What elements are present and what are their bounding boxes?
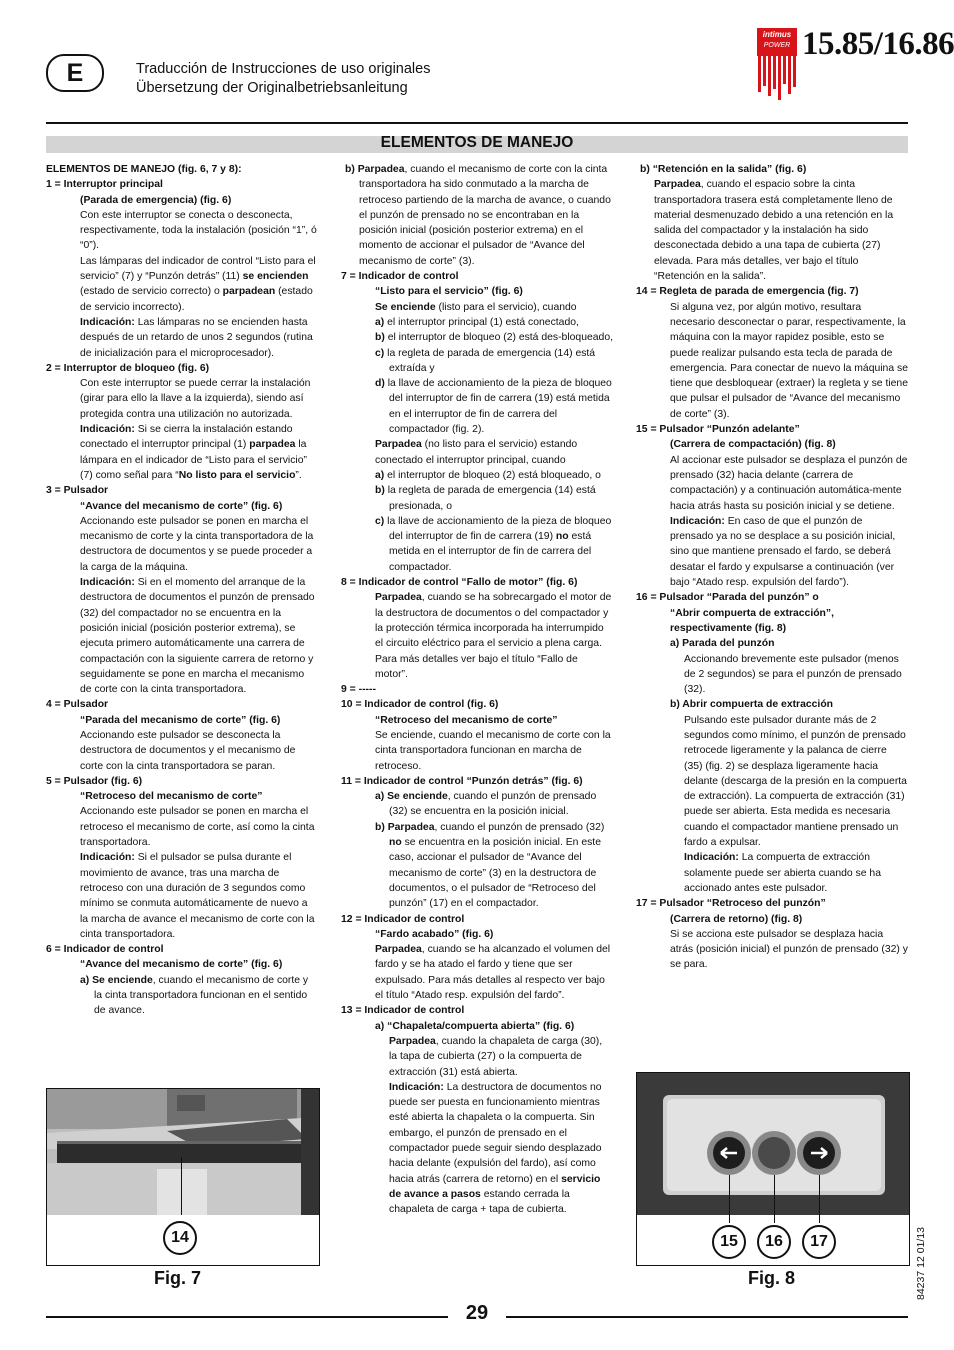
col2-paragraph: Parpadea, cuando se ha sobrecargado el motor de la destructora de documentos o del compactador y la protección térmica incorporada ha interrumpido el circuito eléctrico para el servicio a plena carga. Para más detalles ver bajo el título “Fallo de motor”. bbox=[375, 592, 612, 680]
callout-17: 17 bbox=[802, 1225, 836, 1259]
header-rule bbox=[46, 122, 908, 124]
col2-paragraph: “Fardo acabado” (fig. 6) Parpadea, cuando se ha alcanzado el volumen del fardo y se ha atado el fardo y tiene que ser expulsado. Para más detalles al respecto ver bajo el título “Atado resp. expulsión del fardo”. bbox=[375, 928, 611, 1002]
footer-rule-right bbox=[506, 1316, 908, 1318]
col2-paragraph: “Retroceso del mecanismo de corte” Se enciende, cuando el mecanismo de corte con la cinta transportadora funcionan en marcha de retroceso. bbox=[375, 714, 611, 772]
col3-paragraph: b) “Retención en la salida” (fig. 6) bbox=[640, 164, 807, 175]
col2-paragraph: c) la llave de accionamiento de la pieza de bloqueo del interruptor de fin de carrera (19) no está metida en el interruptor de fin de carrera del compactador. bbox=[375, 515, 612, 573]
figure-8-label: Fig. 8 bbox=[748, 1268, 796, 1288]
col1-paragraph: 5 = Pulsador (fig. 6) bbox=[46, 775, 143, 787]
col3-paragraph: a) Parada del punzón bbox=[670, 638, 775, 650]
callout-14: 14 bbox=[163, 1221, 197, 1255]
col2-paragraph: c) la regleta de parada de emergencia (14) está extraída y bbox=[375, 347, 596, 374]
emergency-stop-strip-illustration bbox=[47, 1089, 319, 1215]
col2-paragraph: a) el interruptor de bloqueo (2) está bloqueado, o bbox=[375, 469, 601, 481]
col3-paragraph: b) Abrir compuerta de extracción bbox=[670, 699, 834, 711]
header-title-de: Übersetzung der Originalbetriebsanleitung bbox=[136, 80, 408, 96]
col1-paragraph: 4 = Pulsador bbox=[46, 699, 109, 711]
document-reference: 84237 12 01/13 bbox=[915, 1227, 927, 1300]
col2-paragraph: Parpadea (no listo para el servicio) estando conectado el interruptor principal, cuando bbox=[375, 439, 578, 466]
figure-7-label: Fig. 7 bbox=[154, 1268, 202, 1288]
col2-paragraph: 8 = Indicador de control “Fallo de motor” (fig. 6) bbox=[341, 577, 578, 589]
col3-paragraph: Accionando brevemente este pulsador (menos de 2 segundos) se para el punzón de prensado (32). bbox=[684, 653, 902, 696]
col2-paragraph: 13 = Indicador de control bbox=[341, 1005, 465, 1017]
figure-8-photo bbox=[636, 1072, 910, 1266]
col3-paragraph: Parpadea, cuando el espacio sobre la cinta transportadora trasera está completamente lleno de material desmenuzado debido a una retención en la salida del compactador y la instalación ha sido desconectada debido a una tapa de cubierta (27) elevada. Para más detalles, ver bajo el título “Retención en la salida”. bbox=[654, 179, 894, 283]
col2-paragraph: d) la llave de accionamiento de la pieza de bloqueo del interruptor de fin de carrera (19) está metida en el interruptor de fin de carrera del compactador (fig. 2). bbox=[375, 378, 612, 436]
callout-leader-17 bbox=[819, 1175, 820, 1223]
brand-name: intimus bbox=[762, 30, 792, 39]
col1-paragraph: “Avance del mecanismo de corte” (fig. 6) bbox=[80, 959, 283, 971]
section-title: ELEMENTOS DE MANEJO bbox=[380, 134, 574, 151]
col2-paragraph: a) “Chapaleta/compuerta abierta” (fig. 6) bbox=[375, 1020, 575, 1032]
col2-paragraph: a) Se enciende, cuando el punzón de prensado (32) se encuentra en la posición inicial. bbox=[375, 791, 597, 818]
col1-paragraph: 2 = Interruptor de bloqueo (fig. 6) bbox=[46, 362, 210, 374]
col2-paragraph: a) el interruptor principal (1) está conectado, bbox=[375, 316, 579, 328]
col2-paragraph: b) Parpadea, cuando el mecanismo de corte con la cinta transportadora ha sido conmutado a la marcha de retroceso partiendo de la marcha de avance, o cuando el punzón de prensado no se encontraban en la posición inicial (posición posterior extrema) en el momento de accionar el pulsador de “Avance del mecanismo de corte” (3). bbox=[345, 164, 611, 267]
col2-paragraph: b) la regleta de parada de emergencia (14) está presionada, o bbox=[375, 485, 596, 512]
callout-leader-14 bbox=[181, 1157, 182, 1215]
logo-shred-stripes-icon bbox=[757, 56, 797, 102]
col2-paragraph: Parpadea, cuando la chapaleta de carga (30), la tapa de cubierta (27) o la compuerta de extracción (31) está abierta. Indicación: La destructora de documentos no puede ser puesta en funcionamiento mientras esté abierta la chapaleta o la compuerta. Sin embargo, el punzón de prensado en el compactador puede seguir siendo desplazado hacia delante (expulsión del fardo), así como hacia atrás (carrera de retorno) en el servicio de avance a pasos estando cerrada la chapaleta de carga + tapa de cubierta. bbox=[389, 1035, 603, 1216]
control-buttons-illustration bbox=[637, 1073, 909, 1215]
text-column-2 bbox=[341, 162, 613, 1217]
col2-paragraph: 10 = Indicador de control (fig. 6) bbox=[341, 699, 499, 711]
callout-leader-15 bbox=[729, 1175, 730, 1223]
col3-paragraph: Si alguna vez, por algún motivo, resultara necesario desconectar o parar, respectivamente, la máquina con la mayor rapidez posible, esto se puede realizar pulsando esta tecla de parada de emergencia. Para conectar de nuevo la máquina se tiene que desbloquear (extraer) la regleta y se tiene que pulsar el pulsador de “Avance del mecanismo de corte” (3). bbox=[670, 301, 908, 420]
col3-paragraph: 15 = Pulsador “Punzón adelante” bbox=[636, 424, 800, 436]
callout-16: 16 bbox=[757, 1225, 791, 1259]
col1-paragraph: 6 = Indicador de control bbox=[46, 944, 164, 956]
col3-paragraph: Pulsando este pulsador durante más de 2 segundos como mínimo, el punzón de prensado retrocede ligeramente y la palanca de cierre (35) (fig. 2) se desplaza ligeramente hacia delante (descarga de la presión en la compuerta de extracción). La compuerta de extracción (31) puede ser abierta. Esta medida es necesaria cuando el compactador mantiene prensado un fardo a expulsar. Indicación: La compuerta de extracción solamente puede ser abierta cuando se ha accionado antes este pulsador. bbox=[684, 714, 907, 894]
col3-paragraph: (Carrera de compactación) (fig. 8) Al accionar este pulsador se desplaza el punzón de prensado (32) hacia delante (carrera de compactación) y a continuación automática-mente hacia atrás hasta su posición inicial y se detiene. Indicación: En caso de que el punzón de prensado ya no se desplace a su posición inicial, sino que mantiene prensado el fardo, se deberá desatar el fardo y expulsarse a continuación (ver bajo “Atado resp. expulsión del fardo”). bbox=[670, 439, 908, 589]
language-badge: E bbox=[46, 54, 104, 92]
col1-paragraph: “Parada del mecanismo de corte” (fig. 6) Accionando este pulsador se desconecta la destructora de documentos y el mecanismo de corte con la cinta transportadora se paran. bbox=[80, 714, 296, 772]
col2-paragraph: 12 = Indicador de control bbox=[341, 913, 465, 925]
page-number: 29 bbox=[465, 1302, 489, 1324]
col2-paragraph: 11 = Indicador de control “Punzón detrás” (fig. 6) bbox=[341, 775, 583, 787]
col1-paragraph: 3 = Pulsador bbox=[46, 485, 109, 497]
col2-paragraph: b) Parpadea, cuando el punzón de prensado (32) no se encuentra en la posición inicial. En este caso, accionar el pulsador de “Avance del mecanismo de corte” (3) en la destructora de documentos, o el pulsador de “Retroceso del punzón” (17) en el compactador. bbox=[375, 821, 605, 910]
col2-paragraph: 9 = ----- bbox=[341, 684, 376, 696]
brand-subtitle: POWER bbox=[763, 42, 791, 49]
col2-paragraph: 7 = Indicador de control bbox=[341, 271, 459, 283]
model-number: 15.85/16.86 bbox=[802, 26, 954, 62]
col3-paragraph: 17 = Pulsador “Retroceso del punzón” bbox=[636, 898, 826, 910]
col3-paragraph: (Carrera de retorno) (fig. 8) Si se acciona este pulsador se desplaza hacia atrás (posición inicial) el punzón de prensado (32) y se para. bbox=[670, 913, 908, 971]
col1-paragraph: (Parada de emergencia) (fig. 6) Con este interruptor se conecta o desconecta, respectivamente, toda la instalación (posición “1”, ó “0”). Las lámparas del indicador de control “Listo para el servicio” (7) y “Punzón detrás” (11) se encienden (estado de servicio correcto) o parpadean (estado de servicio incorrecto). Indicación: Las lámparas no se encienden hasta después de un retardo de unos 2 segundos (rutina de inicialización para el microprocesador). bbox=[80, 194, 317, 359]
header-title-es: Traducción de Instrucciones de uso originales bbox=[136, 61, 431, 77]
col1-paragraph: “Avance del mecanismo de corte” (fig. 6) Accionando este pulsador se ponen en marcha el mecanismo de corte y la cinta transportadora de la destructora de documentos y se puede proceder a la carga de la máquina. Indicación: Si en el momento del arranque de la destructora de documentos el punzón de prensado (32) del compactador no se encuentra en la posición inicial (posición posterior extrema), se ejecuta primero automáticamente una carrera de compactación con la siguiente carrera de retorno y seguidamente se pone en marcha el mecanismo de corte con la cinta transportadora. bbox=[80, 500, 315, 696]
col3-paragraph: “Abrir compuerta de extracción”, respectivamente (fig. 8) bbox=[670, 607, 834, 634]
col1-paragraph: Con este interruptor se puede cerrar la instalación (girar para ello la llave a la izquierda), siendo así protegida contra una utilización no autorizada. Indicación: Si se cierra la instalación estando conectado el interruptor principal (1) parpadea la lámpara en el indicador de “Listo para el servicio” (7) como señal para “No listo para el servicio”. bbox=[80, 378, 311, 481]
col1-paragraph: ELEMENTOS DE MANEJO (fig. 6, 7 y 8): bbox=[46, 164, 242, 175]
col2-paragraph: b) el interruptor de bloqueo (2) está des-bloqueado, bbox=[375, 332, 613, 344]
col1-paragraph: a) Se enciende, cuando el mecanismo de corte y la cinta transportadora funcionan en el sentido de avance. bbox=[80, 974, 309, 1017]
callout-leader-16 bbox=[774, 1175, 775, 1223]
text-column-1 bbox=[46, 162, 318, 1019]
text-column-3 bbox=[636, 162, 908, 973]
col1-paragraph: 1 = Interruptor principal bbox=[46, 179, 163, 191]
col3-paragraph: 14 = Regleta de parada de emergencia (fig. 7) bbox=[636, 286, 859, 298]
footer-rule-left bbox=[46, 1316, 448, 1318]
col1-paragraph: “Retroceso del mecanismo de corte” Accionando este pulsador se ponen en marcha el retroceso el mecanismo de corte, así como la cinta transportadora. Indicación: Si el pulsador se pulsa durante el movimiento de avance, tras una marcha de retroceso con una duración de 3 segundos como mínimo se conmuta automáticamente de nuevo a la marcha de avance el mecanismo de corte con la cinta transportadora. bbox=[80, 791, 315, 940]
figure-7-photo bbox=[46, 1088, 320, 1266]
col3-paragraph: 16 = Pulsador “Parada del punzón” o bbox=[636, 592, 819, 604]
callout-15: 15 bbox=[712, 1225, 746, 1259]
col2-paragraph: “Listo para el servicio” (fig. 6) Se enciende (listo para el servicio), cuando bbox=[375, 286, 577, 313]
